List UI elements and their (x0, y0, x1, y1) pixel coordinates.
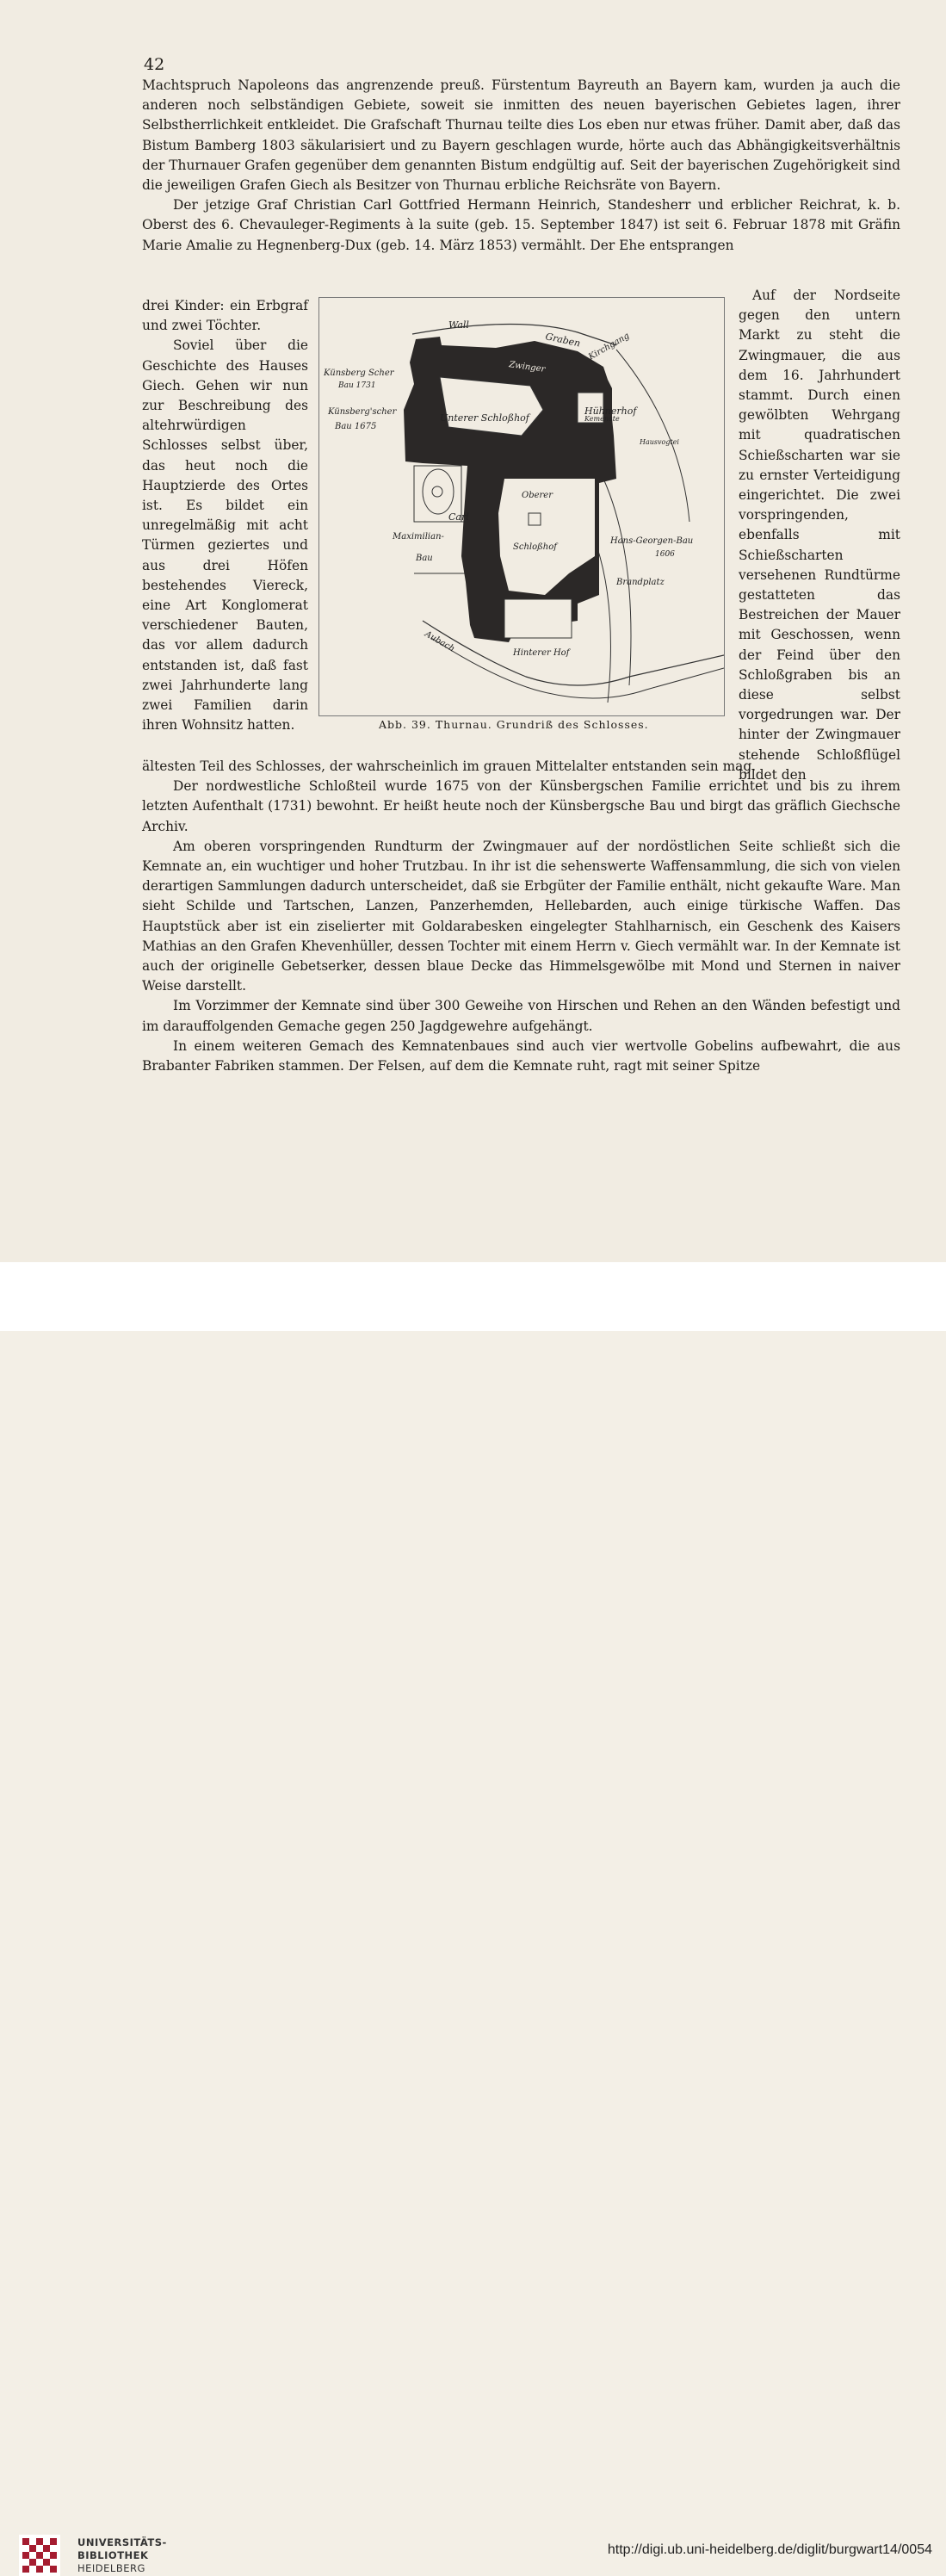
paragraph: Am oberen vorspringenden Rundturm der Zwingmauer auf der nordöstlichen Seite schließt sich die Kemnate an, ein wuchtiger und hoher Trutzbau. In ihr ist die sehenswerte Waffensammlung, die sich von vielen derartigen Sammlungen dadurch unterscheidet, daß sie Erbgüter der Familie enthält, nicht gekaufte Ware. Man sieht Schilde und Tartschen, Lanzen, Panzerhemden, Hellebarden, auch einige türkische Waffen. Das Hauptstück aber ist ein ziselierter mit Goldarabesken eingelegter Stahlharnisch, ein Geschenk des Kaisers Mathias an den Grafen Khevenhüller, dessen Tochter mit einem Herrn v. Giech vermählt war. In der Kemnate ist auch der originelle Gebetserker, dessen blaue Decke das Himmelsgewölbe mit Mond und Sternen in naiver Weise darstellt. (142, 838, 900, 994)
right-column (739, 286, 900, 785)
library-name-line: UNIVERSITÄTS- (77, 2536, 167, 2548)
plan-label-unterer-schlosshof: Unterer Schloßhof (440, 412, 529, 424)
castle-plan-drawing (319, 298, 724, 715)
book-page (0, 0, 946, 1262)
floor-plan-figure (318, 297, 725, 716)
intro-text (142, 76, 900, 256)
paragraph: Der nordwestliche Schloßteil wurde 1675 von der Künsbergschen Familie errichtet und bis zu ihrem letzten Aufenthalt (1731) bewohnt. Er heißt heute noch der Künsbergsche Bau und birgt das gräflich Giechsche Archiv. (142, 778, 900, 834)
plan-label-hinterer-hof: Hinterer Hof (513, 648, 570, 658)
paragraph: Soviel über die Geschichte des Hauses Giech. Gehen wir nun zur Beschreibung des altehrwürdigen Schlosses selbst über, das heut noch die Hauptzierde des Ortes ist. Es bildet ein unregelmäßig mit acht Türmen geziertes und aus drei Höfen bestehendes Viereck, eine Art Konglomerat verschiedener Bauten, das vor allem dadurch entstanden ist, daß fast zwei Jahrhunderte lang zwei Familien darin ihren Wohnsitz hatten. (142, 337, 308, 734)
plan-label-wall: Wall (448, 319, 469, 331)
page-number: 42 (144, 55, 165, 74)
left-column (142, 296, 308, 735)
paragraph: Der jetzige Graf Christian Carl Gottfried Hermann Heinrich, Standesherr und erblicher Reichrat, k. b. Oberst des 6. Chevauleger-Regiments à la suite (geb. 15. September 1847) ist seit 6. Februar 1878 mit Gräfin Marie Amalie zu Hegnenberg-Dux (geb. 14. März 1853) vermählt. Der Ehe entsprangen (142, 197, 900, 253)
paragraph: drei Kinder: ein Erbgraf und zwei Töchter. (142, 298, 308, 334)
plan-label-oberer: Oberer (522, 491, 553, 500)
viewer-footer (0, 1262, 946, 2574)
plan-label-kuensberg-1731: Künsberg Scher (324, 368, 394, 378)
plan-label-year-1606: 1606 (655, 550, 675, 559)
plan-label-kemenate: Kemenate (584, 415, 620, 423)
plan-label-zwinger: Zwinger (508, 360, 546, 375)
library-name-line: BIBLIOTHEK (77, 2549, 149, 2561)
continuation-text (142, 757, 900, 1076)
paragraph: In einem weiteren Gemach des Kemnatenbaues sind auch vier wertvolle Gobelins aufbewahrt, die aus Brabanter Fabriken stammen. Der Felsen, auf dem die Kemnate ruht, ragt mit seiner Spitze (142, 1037, 900, 1074)
plan-label-aubach: Aubach (423, 629, 456, 654)
plan-label-carl: Carl (448, 511, 469, 523)
paragraph: Machtspruch Napoleons das angrenzende preuß. Fürstentum Bayreuth an Bayern kam, wurden ja auch die anderen noch selbständigen Gebiete, soweit sie inmitten des neuen bayerischen Gebietes lagen, ihrer Selbstherrlichkeit entkleidet. Die Grafschaft Thurnau teilte dies Los eben nur etwas früher. Damit aber, daß das Bistum Bamberg 1803 säkularisiert und zu Bayern geschlagen wurde, hörte auch das Abhängigkeitsverhältnis der Thurnauer Grafen gegenüber dem genannten Bistum endgültig auf. Seit der bayerischen Zugehörigkeit sind die jeweiligen Grafen Giech als Besitzer von Thurnau erbliche Reichsräte von Bayern. (142, 77, 900, 194)
figure-caption: Abb. 39. Thurnau. Grundriß des Schlosses. (379, 718, 649, 731)
university-library-logo-icon (19, 2535, 60, 2576)
permalink-url[interactable]: http://digi.ub.uni-heidelberg.de/diglit/burgwart14/0054 (607, 2542, 932, 2557)
plan-label-hans-georgen-bau: Hans-Georgen-Bau (610, 536, 694, 546)
plan-label-maximilian: Maximilian- (393, 532, 444, 542)
paragraph: ältesten Teil des Schlosses, der wahrscheinlich im grauen Mittelalter entstanden sein mag. (142, 759, 757, 774)
plan-label-hausvogtei: Hausvogtei (640, 438, 679, 446)
plan-label-schlosshof: Schloßhof (513, 542, 557, 552)
paragraph: Im Vorzimmer der Kemnate sind über 300 Geweihe von Hirschen und Rehen an den Wänden befestigt und im darauffolgenden Gemache gegen 250 Jagdgewehre aufgehängt. (142, 998, 900, 1034)
plan-label-bau-1675: Bau 1675 (335, 422, 377, 431)
plan-label-max-bau: Bau (416, 554, 433, 563)
paragraph: Auf der Nordseite gegen den untern Markt zu steht die Zwingmauer, die aus dem 16. Jahrhundert stammt. Durch einen gewölbten Wehrgang mit quadratischen Schießscharten war sie zu ernster Verteidigung eingerichtet. Die zwei vorspringenden, ebenfalls mit Schießscharten versehenen Rundtürme gestatteten das Bestreichen der Mauer mit Geschossen, wenn der Feind über den Schloßgraben bis an diese selbst vorgedrungen war. Der hinter der Zwingmauer stehende Schloßflügel bildet den (739, 288, 900, 783)
library-name (77, 2536, 167, 2575)
plan-label-bau-1731: Bau 1731 (338, 381, 376, 390)
plan-label-kirchgang: Kirchgang (587, 331, 632, 362)
plan-label-graben: Graben (544, 331, 582, 350)
plan-label-huehnerhof: Hühnerhof (584, 406, 637, 417)
plan-label-brandplatz: Brandplatz (616, 578, 665, 587)
library-name-line: HEIDELBERG (77, 2562, 145, 2574)
plan-label-kuensberg-1675: Künsberg'scher (328, 407, 397, 417)
